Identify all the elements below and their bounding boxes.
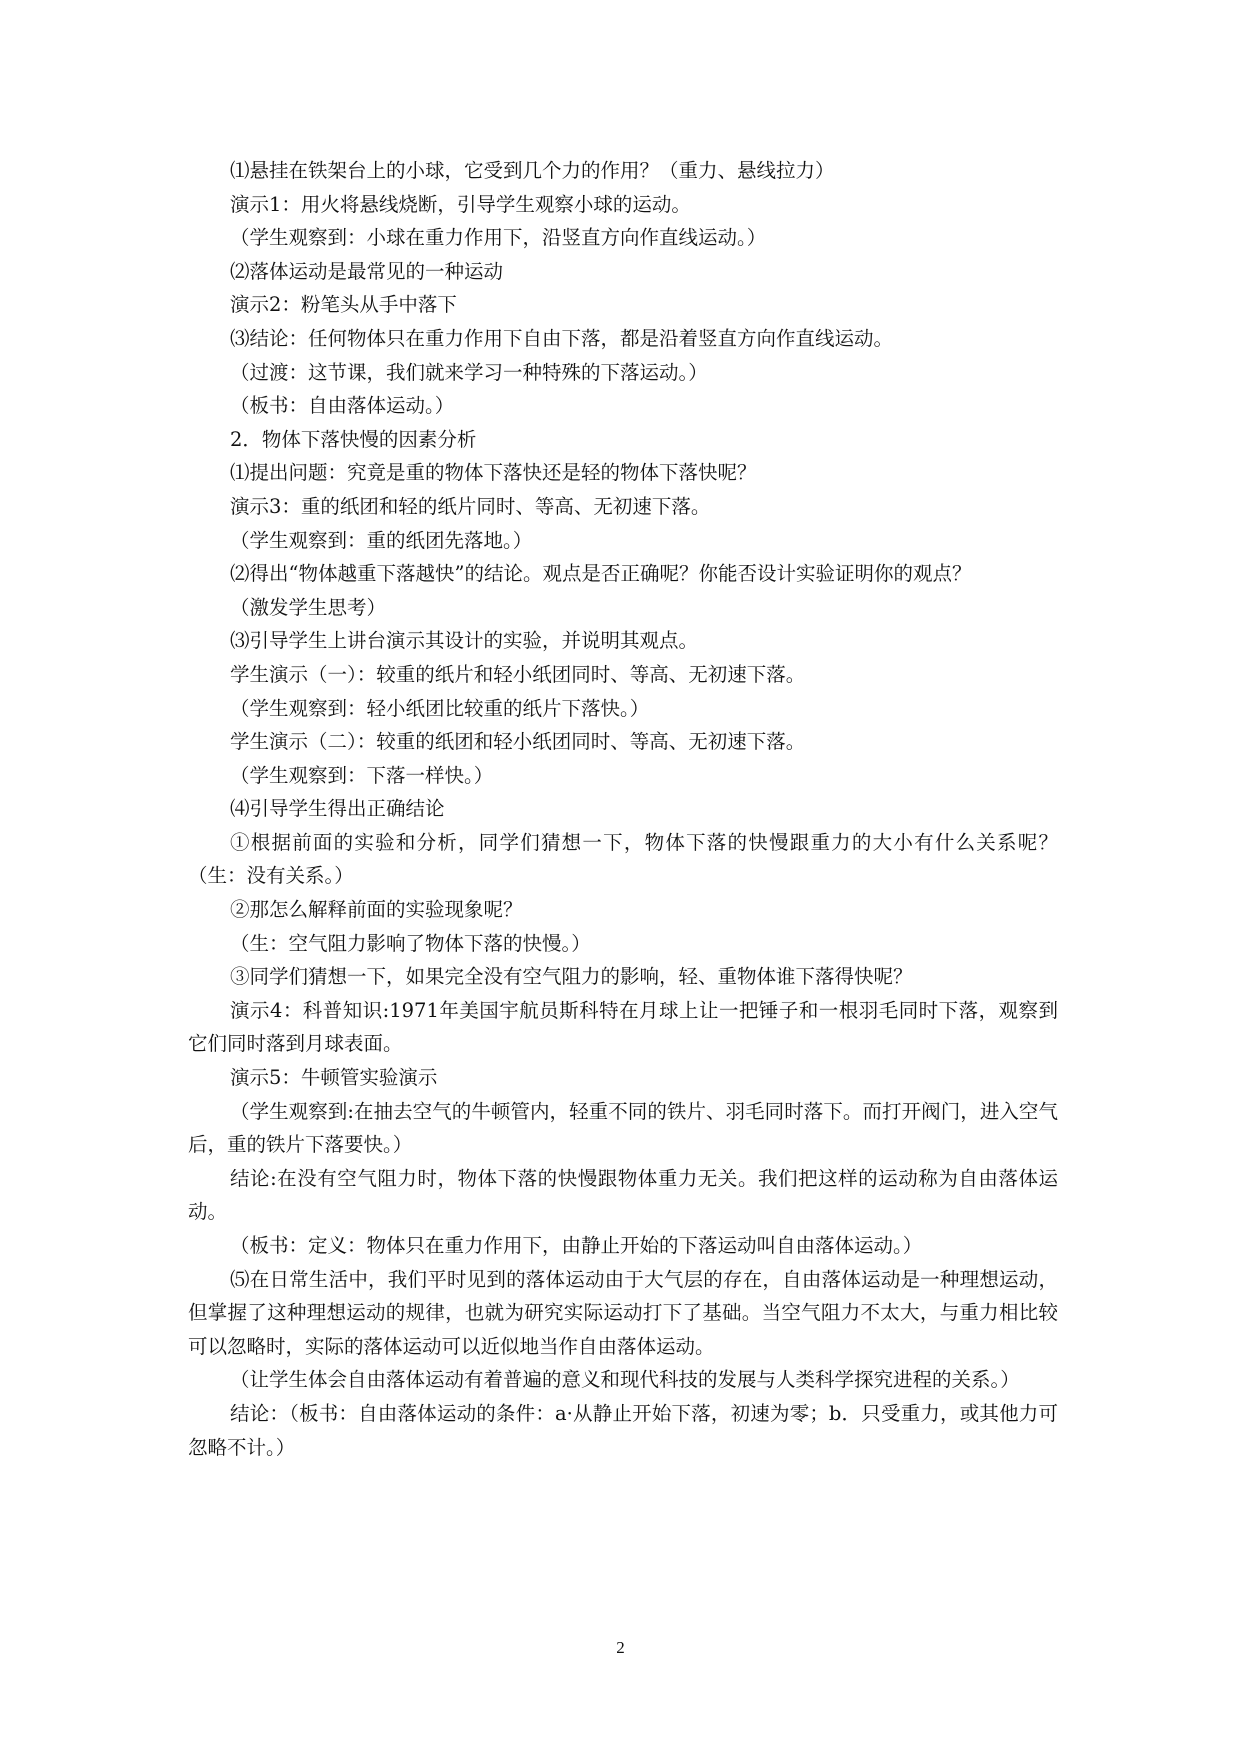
paragraph: （生：空气阻力影响了物体下落的快慢。） (230, 931, 591, 955)
paragraph: 学生演示（一）：较重的纸片和轻小纸团同时、等高、无初速下落。 (230, 662, 806, 686)
paragraph: （学生观察到：下落一样快。） (230, 763, 494, 787)
paragraph: 演示5：牛顿管实验演示 (230, 1066, 438, 1090)
paragraph: ⑸在日常生活中，我们平时见到的落体运动由于大气层的存在，自由落体运动是一种理想运动，但掌握了这种理想运动的规律，也就为研究实际运动打下了基础。当空气阻力不太大，与重力相比较可以忽略时，实际的落体运动可以近似地当作自由落体运动。 (188, 1267, 1058, 1358)
paragraph: ②那怎么解释前面的实验现象呢？ (230, 898, 523, 922)
paragraph: ⑴悬挂在铁架台上的小球，它受到几个力的作用？（重力、悬线拉力） (230, 159, 835, 182)
paragraph: ①根据前面的实验和分析，同学们猜想一下，物体下落的快慢跟重力的大小有什么关系呢？（生：没有关系。） (188, 830, 1058, 888)
paragraph: ⑴提出问题：究竟是重的物体下落快还是轻的物体下落快呢？ (230, 461, 757, 485)
paragraph: （板书：自由落体运动。） (230, 394, 455, 418)
paragraph: 结论:在没有空气阻力时，物体下落的快慢跟物体重力无关。我们把这样的运动称为自由落体运动。 (188, 1166, 1058, 1224)
paragraph: ⑷引导学生得出正确结论 (230, 797, 445, 821)
paragraph: （让学生体会自由落体运动有着普遍的意义和现代科技的发展与人类科学探究进程的关系。） (230, 1368, 1020, 1392)
paragraph: （学生观察到：重的纸团先落地。） (230, 528, 533, 552)
paragraph: （过渡：这节课，我们就来学习一种特殊的下落运动。） (230, 360, 708, 384)
paragraph: （板书：定义：物体只在重力作用下，由静止开始的下落运动叫自由落体运动。） (230, 1234, 923, 1257)
paragraph: （学生观察到：小球在重力作用下，沿竖直方向作直线运动。） (230, 226, 767, 250)
paragraph: ⑵落体运动是最常见的一种运动 (230, 259, 504, 283)
paragraph: ⑶引导学生上讲台演示其设计的实验，并说明其观点。 (230, 629, 699, 653)
section-heading: 2．物体下落快慢的因素分析 (230, 427, 477, 451)
paragraph: 演示2：粉笔头从手中落下 (230, 293, 457, 317)
paragraph: （学生观察到：轻小纸团比较重的纸片下落快。） (230, 696, 650, 720)
paragraph: （激发学生思考） (230, 595, 387, 619)
paragraph: ③同学们猜想一下，如果完全没有空气阻力的影响，轻、重物体谁下落得快呢？ (230, 965, 913, 989)
paragraph: 演示1：用火将悬线烧断，引导学生观察小球的运动。 (230, 192, 691, 216)
paragraph: 演示4：科普知识:1971年美国宇航员斯科特在月球上让一把锤子和一根羽毛同时下落，观察到它们同时落到月球表面。 (188, 998, 1058, 1056)
paragraph: 结论：（板书：自由落体运动的条件：a·从静止开始下落，初速为零；b．只受重力，或其他力可忽略不计。） (188, 1401, 1058, 1459)
paragraph: ⑶结论：任何物体只在重力作用下自由下落，都是沿着竖直方向作直线运动。 (230, 326, 894, 350)
page-number: 2 (616, 1638, 625, 1657)
paragraph: （学生观察到:在抽去空气的牛顿管内，轻重不同的铁片、羽毛同时落下。而打开阀门，进入空气后，重的铁片下落要快。） (188, 1099, 1058, 1157)
paragraph: ⑵得出“物体越重下落越快”的结论。观点是否正确呢？你能否设计实验证明你的观点？ (230, 562, 972, 586)
body-text (188, 154, 1058, 1464)
paragraph: 学生演示（二）：较重的纸团和轻小纸团同时、等高、无初速下落。 (230, 730, 806, 754)
paragraph: 演示3：重的纸团和轻的纸片同时、等高、无初速下落。 (230, 494, 711, 518)
